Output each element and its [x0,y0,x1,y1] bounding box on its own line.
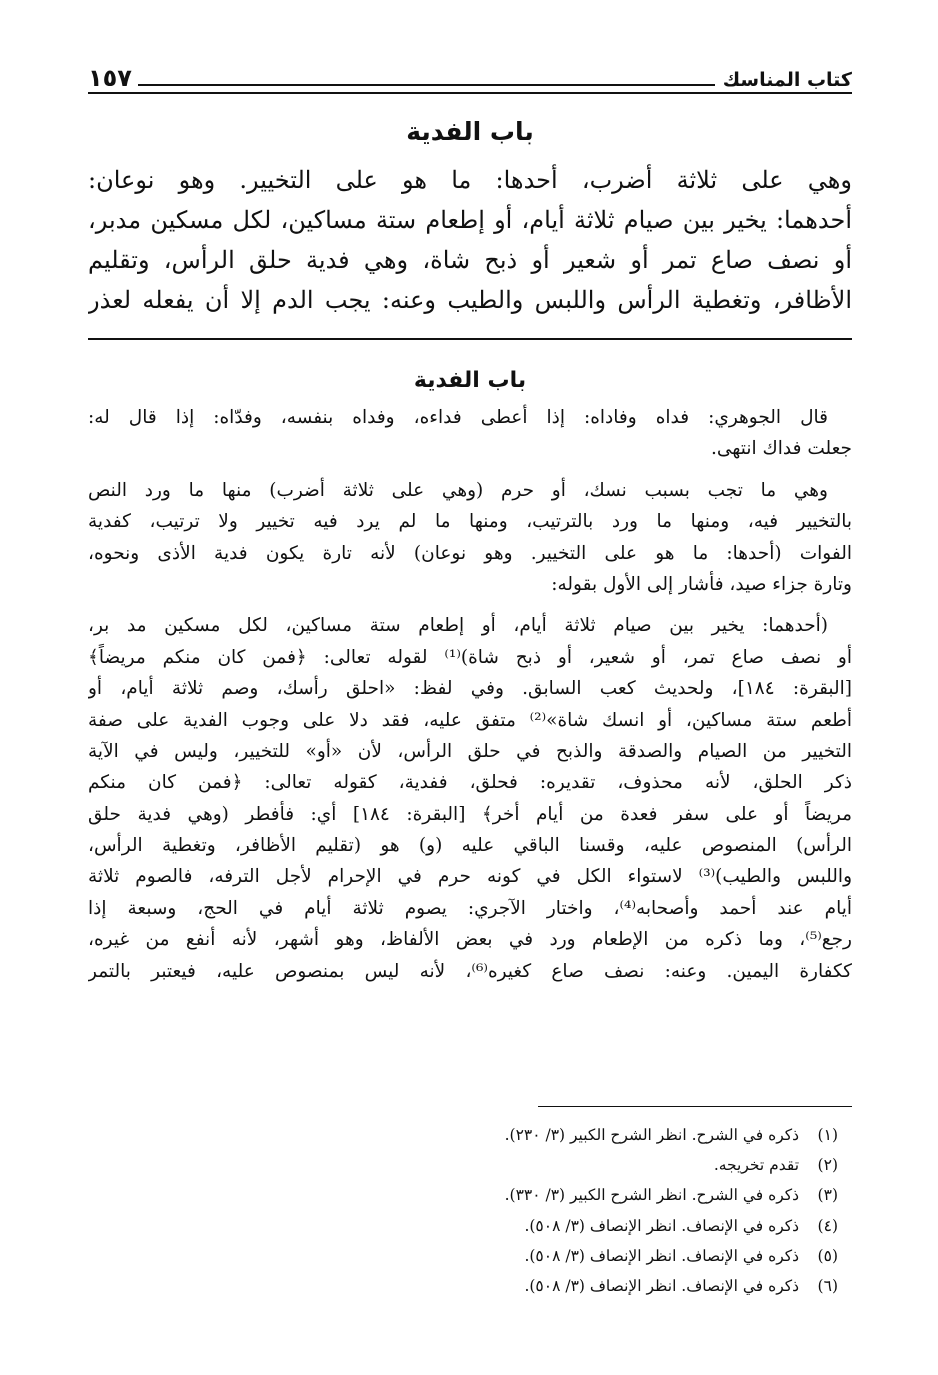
footnote-text: ذكره في الإنصاف. انظر الإنصاف (٣/ ٥٠٨). [524,1276,800,1295]
paragraph-gap [88,600,852,610]
matn-line: وهي على ثلاثة أضرب، أحدها: ما هو على التخيير. وهو نوعان: [88,166,852,194]
sharh-line: مريضاً أو على سفر فعدة من أيام أخر﴾ [البقرة: ١٨٤] أي: فأفطر (وهي فدية حلق [88,803,852,825]
sharh-line: ككفارة اليمين. وعنه: نصف صاع كغيره⁽⁶⁾، لأنه ليس بمنصوص عليه، فيعتبر بالتمر [88,960,852,982]
footnote-text: ذكره في الشرح. انظر الشرح الكبير (٣/ ٢٣٠). [504,1126,800,1144]
matn-line: أو نصف صاع تمر أو شعير أو ذبح شاة، وهي فدية حلق الرأس، وتقليم [88,246,852,274]
sharh-heading: باب الفدية [413,368,527,393]
book-page [88,0,852,1375]
sharh-line: الفوات (أحدها: ما هو على التخيير. وهو نوعان) لأنه تارة يكون فدية الأذى ونحوه، [88,542,852,564]
sharh-line: واللبس والطيب)⁽³⁾ لاستواء الكل في كونه حرم في الإحرام لأجل الترفه، فالصوم ثلاثة [88,866,852,888]
footnote-text: ذكره في الشرح. انظر الشرح الكبير (٣/ ٣٣٠). [504,1186,800,1205]
sharh-line: (أحدهما: يخير بين صيام ثلاثة أيام، أو إطعام ستة مساكين، لكل مسكين مد بر، [88,615,828,637]
footnote-text: ذكره في الإنصاف. انظر الإنصاف (٣/ ٥٠٨). [524,1246,800,1265]
matn-block [88,114,852,320]
sharh-line: جعلت فداك انتهى. [710,438,852,460]
sharh-line: التخيير من الصيام والصدقة والذبح في حلق الرأس، لأن «أو» للتخيير، وليس في الآية [88,740,852,762]
footnote-item [88,1211,838,1241]
sharh-line: أيام عند أحمد وأصحابه⁽⁴⁾، واختار الآجري: يصوم ثلاثة أيام في الحج، وسبعة إذا [88,897,852,919]
sharh-line: بالتخيير فيه، ومنها ما ورد بالترتيب، ومنها ما لم يرد فيه تخيير ولا ترتيب، كفدية [88,511,852,533]
running-header [88,50,852,90]
sharh-line: الرأس) المنصوص عليه، وقسنا الباقي عليه (و) هو (تقليم الأظافر، وتغطية الرأس، [88,835,852,857]
footnote-number: (٤) [817,1216,838,1235]
sharh-line: وهي ما تجب بسبب نسك، أو حرم (وهي على ثلاثة أضرب) منها ما ورد النص [88,479,828,501]
sharh-block [88,364,852,987]
sharh-line: [البقرة: ١٨٤]، ولحديث كعب السابق. وفي لفظ: «احلق رأسك، وصم ثلاثة أيام، أو [88,678,852,700]
footnote-item [88,1271,838,1301]
footnote-number: (١) [817,1126,838,1144]
book-title: كتاب المناسك [722,69,852,91]
sharh-line: وتارة جزاء صيد، فأشار إلى الأول بقوله: [551,573,852,595]
header-rule [138,84,715,86]
sharh-line: أو نصف صاع تمر، أو شعير، أو ذبح شاة)⁽¹⁾ لقوله تعالى: ﴿فمن كان منكم مريضاً﴾ [88,646,852,668]
matn-line: الأظافر، وتغطية الرأس واللبس والطيب وعنه: يجب الدم إلا أن يفعله لعذر [88,286,852,314]
sharh-line: قال الجوهري: فداه وفاداه: إذا أعطى فداءه، وفداه بنفسه، وفدّاه: إذا قال له: [88,407,828,428]
matn-heading: باب الفدية [406,117,534,146]
sharh-line: أطعم ستة مساكين، أو انسك شاة»⁽²⁾ متفق عليه، فقد دلا على وجوب الفدية على صفة [88,709,852,731]
footnote-number: (٥) [817,1246,838,1265]
footnote-separator-rule [538,1106,852,1107]
footnote-text: تقدم تخريجه. [713,1156,800,1175]
footnote-number: (٢) [817,1156,838,1175]
footnote-text: ذكره في الإنصاف. انظر الإنصاف (٣/ ٥٠٨). [524,1216,800,1235]
footnote-item [88,1180,838,1210]
sharh-line: رجع⁽⁵⁾، وما ذكره من الإطعام ورد في بعض الألفاظ، وهو أشهر، لأنه أنفع من غيره، [88,929,852,951]
footnote-item [88,1120,838,1150]
footnote-number: (٦) [817,1276,838,1295]
footnote-number: (٣) [817,1186,838,1205]
footnote-item [88,1150,838,1180]
page-number: ١٥٧ [88,64,132,92]
header-underline [88,92,852,94]
matn-separator-rule [88,338,852,340]
matn-line: أحدهما: يخير بين صيام ثلاثة أيام، أو إطعام ستة مساكين، لكل مسكين مدبر، [88,206,852,234]
footnotes-list [88,1120,838,1301]
footnote-item [88,1241,838,1271]
sharh-line: ذكر الحلق، لأنه محذوف، تقديره: فحلق، ففدية، كقوله تعالى: ﴿فمن كان منكم [88,772,852,794]
paragraph-gap [88,465,852,475]
